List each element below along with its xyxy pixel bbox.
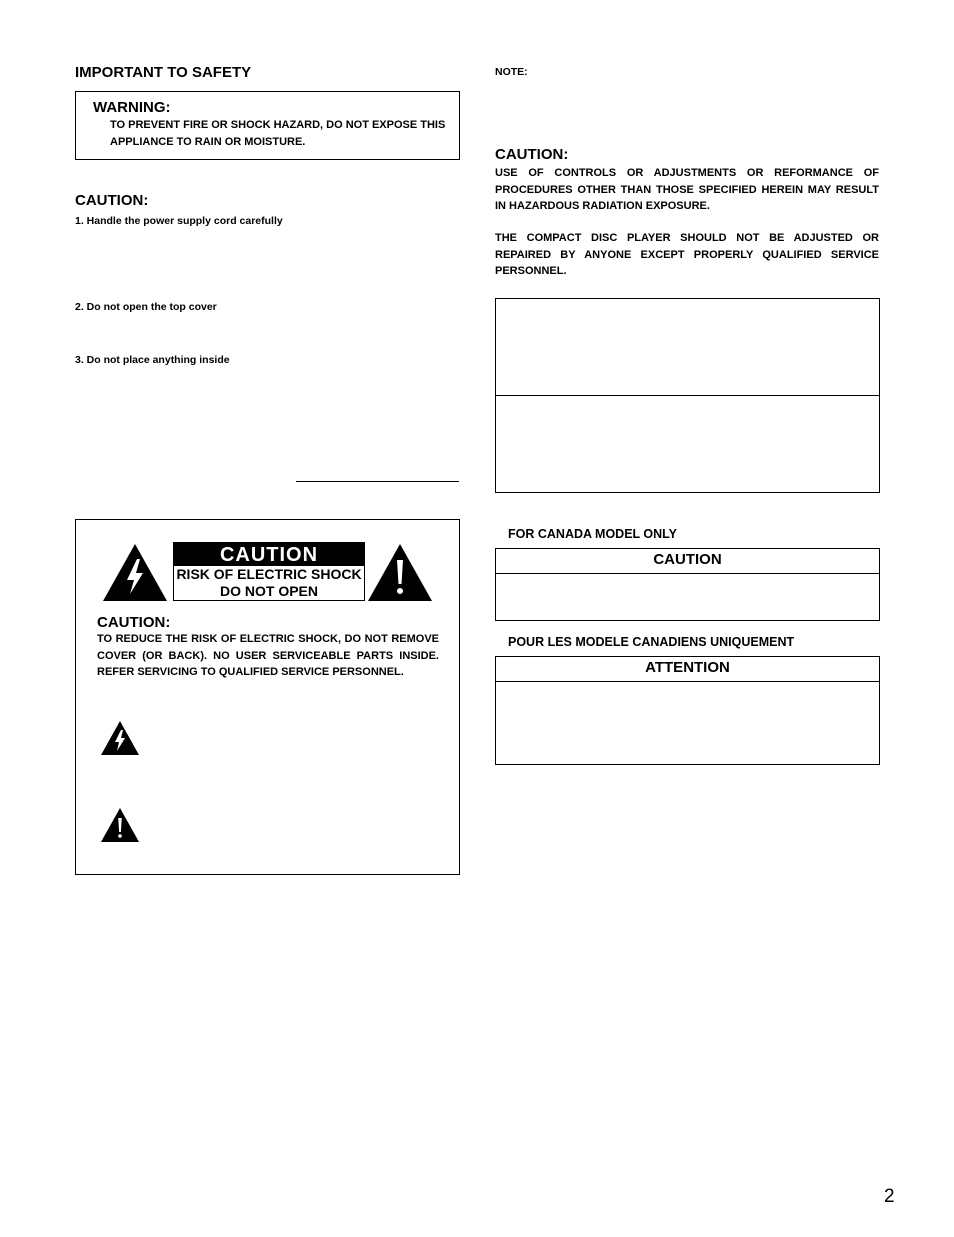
canada-caution-title: CAUTION [496, 549, 879, 574]
page-heading: IMPORTANT TO SAFETY [75, 64, 252, 81]
caution-item-3: 3. Do not place anything inside [75, 354, 230, 366]
caution-item-2: 2. Do not open the top cover [75, 301, 217, 313]
right-caution-para1: USE OF CONTROLS OR ADJUSTMENTS OR REFORMANCE OF PROCEDURES OTHER THAN THOSE SPECIFIED HEREIN MAY RESULT IN HAZARDOUS RADIATION EXPOSURE. [495, 167, 879, 212]
exclamation-triangle-icon [101, 808, 139, 842]
caution-item-1: 1. Handle the power supply cord carefully [75, 215, 283, 227]
label-box [495, 298, 880, 493]
caution-label-title: CAUTION [174, 543, 364, 566]
warning-text: TO PREVENT FIRE OR SHOCK HAZARD, DO NOT EXPOSE THIS APPLIANCE TO RAIN OR MOISTURE. [110, 119, 446, 148]
canada-attention-box [495, 656, 880, 765]
canada-attention-title: ATTENTION [496, 657, 879, 682]
label-box-divider [496, 395, 879, 396]
canada-caution-box [495, 548, 880, 621]
page-number: 2 [884, 1186, 895, 1207]
caution-box-title: CAUTION: [97, 614, 171, 631]
warning-title: WARNING: [93, 99, 171, 116]
divider-line [296, 481, 459, 482]
canada-fr-label: POUR LES MODELE CANADIENS UNIQUEMENT [508, 635, 795, 649]
caution-box-text: TO REDUCE THE RISK OF ELECTRIC SHOCK, DO NOT REMOVE COVER (OR BACK). NO USER SERVICEABLE PARTS INSIDE. REFER SERVICING TO QUALIFIED SERVICE PERSONNEL. [97, 633, 439, 678]
caution-label-line1: RISK OF ELECTRIC SHOCK [176, 566, 362, 582]
note-label: NOTE: [495, 66, 528, 78]
right-caution-para2: THE COMPACT DISC PLAYER SHOULD NOT BE ADJUSTED OR REPAIRED BY ANYONE EXCEPT PROPERLY QUALIFIED SERVICE PERSONNEL. [495, 232, 879, 277]
right-caution-title: CAUTION: [495, 146, 569, 163]
exclamation-triangle-icon [368, 544, 432, 601]
caution-label-line2: DO NOT OPEN [219, 583, 318, 599]
caution-label-box [75, 519, 460, 875]
lightning-triangle-icon [101, 721, 139, 755]
caution-label [173, 542, 365, 601]
lightning-triangle-icon [103, 544, 167, 601]
canada-label: FOR CANADA MODEL ONLY [508, 527, 677, 541]
warning-box [75, 91, 460, 160]
caution-title: CAUTION: [75, 192, 149, 209]
